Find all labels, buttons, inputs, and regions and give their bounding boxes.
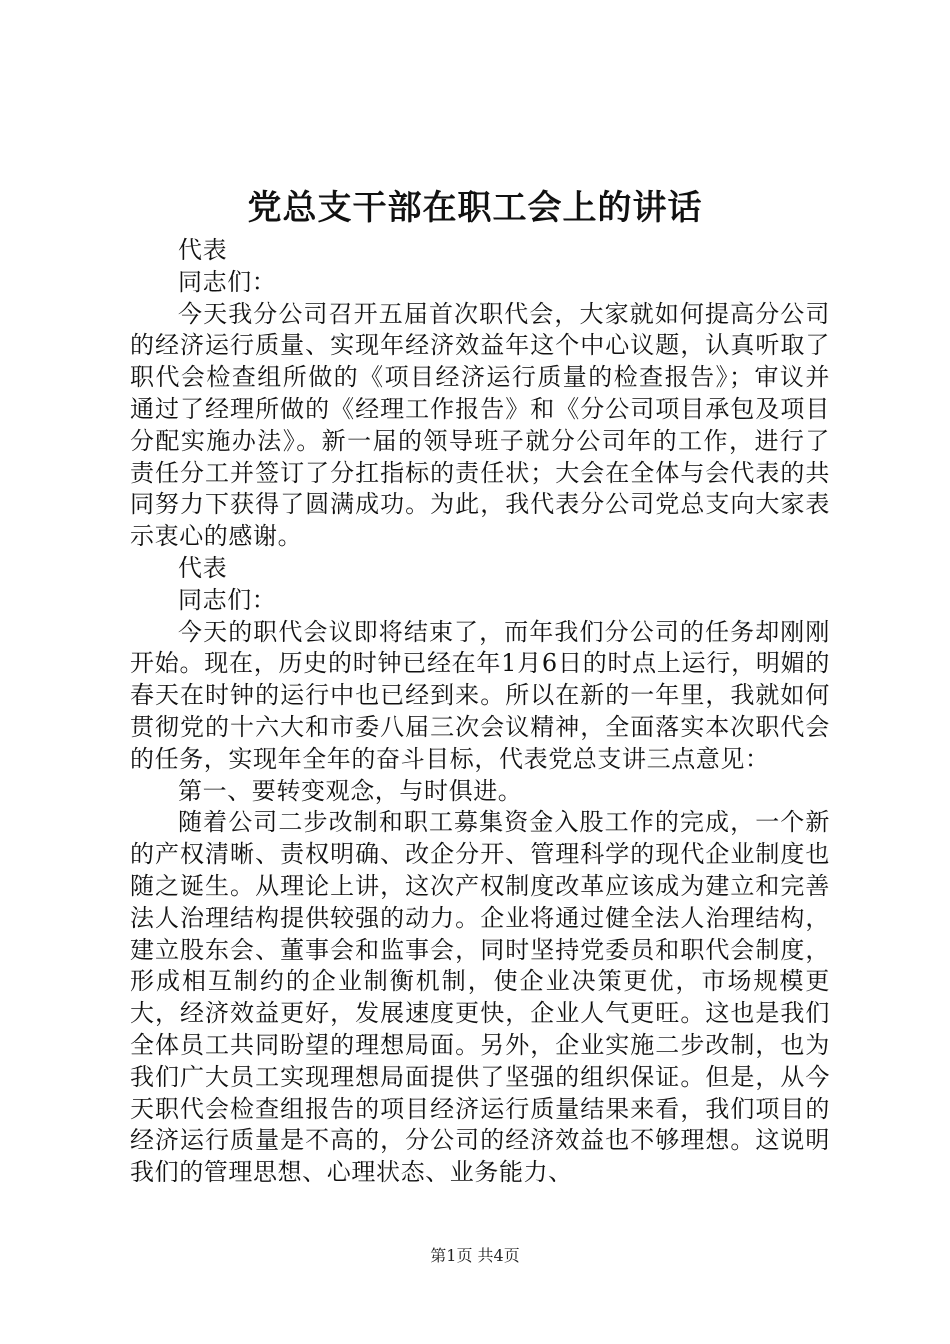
paragraph-salutation-4: 同志们：: [178, 585, 277, 614]
paragraph-heading-first: 第一、要转变观念，与时俱进。: [178, 776, 523, 805]
page-number-footer: 第1页 共4页: [430, 1246, 520, 1265]
paragraph-opening: 今天我分公司召开五届首次职代会，大家就如何提高分公司的经济运行质量、实现年经济效益年这个中心议题，认真听取了职代会检查组所做的《项目经济运行质量的检查报告》；审议并通过了经理所做的《经理工作报告》和《分公司项目承包及项目分配实施办法》。新一届的领导班子就分公司年的工作，进行了责任分工并签订了分扛指标的责任状；大会在全体与会代表的共同努力下获得了圆满成功。为此，我代表分公司党总支向大家表示衷心的感谢。: [130, 299, 830, 551]
paragraph-body: 随着公司二步改制和职工募集资金入股工作的完成，一个新的产权清晰、责权明确、改企分开、管理科学的现代企业制度也随之诞生。从理论上讲，这次产权制度改革应该成为建立和完善法人治理结构提供较强的动力。企业将通过健全法人治理结构，建立股东会、董事会和监事会，同时坚持党委员和职代会制度，形成相互制约的企业制衡机制，使企业决策更优，市场规模更大，经济效益更好，发展速度更快，企业人气更旺。这也是我们全体员工共同盼望的理想局面。另外，企业实施二步改制，也为我们广大员工实现理想局面提供了坚强的组织保证。但是，从今天职代会检查组报告的项目经济运行质量结果来看，我们项目的经济运行质量是不高的，分公司的经济效益也不够理想。这说明我们的管理思想、心理状态、业务能力、: [130, 808, 830, 1187]
document-title: 党总支干部在职工会上的讲话: [247, 188, 703, 228]
document-body: [130, 235, 830, 1189]
paragraph-salutation-3: 代表: [178, 553, 228, 582]
paragraph-salutation-2: 同志们：: [178, 267, 277, 296]
paragraph-salutation-1: 代表: [178, 236, 228, 264]
paragraph-intro: 今天的职代会议即将结束了，而年我们分公司的任务却刚刚开始。现在，历史的时钟已经在年1月6日的时点上运行，明媚的春天在时钟的运行中也已经到来。所以在新的一年里，我就如何贯彻党的十六大和市委八届三次会议精神，全面落实本次职代会的任务，实现年全年的奋斗目标，代表党总支讲三点意见：: [130, 617, 830, 773]
